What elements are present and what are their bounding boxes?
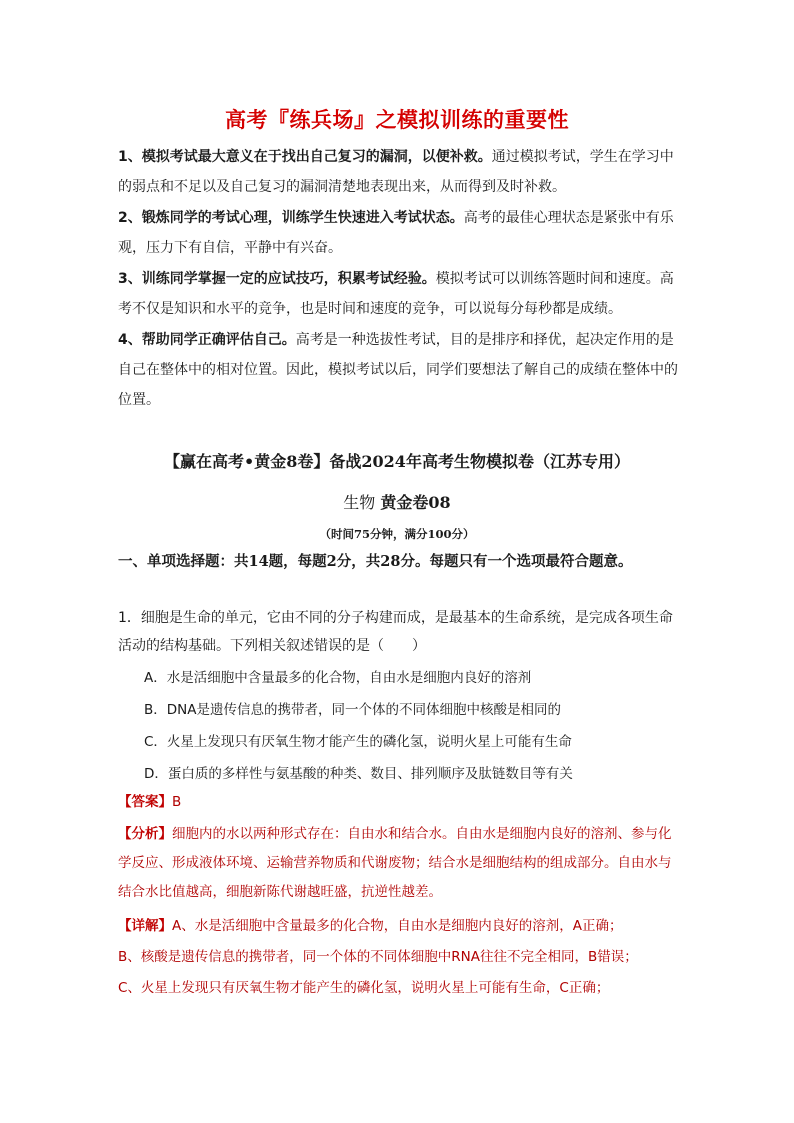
intro-point-3-text: 模拟考试可以训练答题时间和速度。高考不仅是知识和水平的竞争，也是时间和速度的竞争，可以说每分每秒都是成绩。 bbox=[118, 271, 674, 317]
section-heading: 一、单项选择题：共14题，每题2分，共28分。每题只有一个选项最符合题意。 bbox=[118, 553, 633, 570]
intro-point-4-text: 高考是一种选拔性考试，目的是排序和择优，起决定作用的是自己在整体中的相对位置。因此，模拟考试以后，同学们要想法了解自己的成绩在整体中的位置。 bbox=[118, 332, 678, 408]
detail-b: B、核酸是遗传信息的携带者，同一个体的不同体细胞中RNA往往不完全相同，B错误； bbox=[118, 949, 638, 965]
intro-point-4 bbox=[118, 325, 683, 415]
intro-point-4-bold: 4、帮助同学正确评估自己。 bbox=[118, 332, 296, 348]
detail-c: C、火星上发现只有厌氧生物才能产生的磷化氢，说明火星上可能有生命，C正确； bbox=[118, 980, 610, 996]
intro-point-1 bbox=[118, 142, 683, 202]
exam-subject: 生物 bbox=[343, 493, 376, 512]
intro-point-1-text: 通过模拟考试，学生在学习中的弱点和不足以及自己复习的漏洞清楚地表现出来，从而得到及时补救。 bbox=[118, 149, 674, 195]
intro-title: 高考『练兵场』之模拟训练的重要性 bbox=[225, 108, 569, 132]
analysis-block bbox=[118, 820, 683, 907]
answer-value: B bbox=[172, 794, 182, 810]
exam-paper: 黄金卷08 bbox=[380, 493, 451, 512]
exam-header: 【赢在高考•黄金8卷】备战2024年高考生物模拟卷（江苏专用） bbox=[164, 452, 630, 471]
intro-point-2 bbox=[118, 203, 683, 263]
option-c: C．火星上发现只有厌氧生物才能产生的磷化氢，说明火星上可能有生命 bbox=[144, 734, 572, 750]
intro-point-3-bold: 3、训练同学掌握一定的应试技巧，积累考试经验。 bbox=[118, 271, 436, 287]
analysis-tag: 【分析】 bbox=[118, 826, 172, 842]
option-a: A．水是活细胞中含量最多的化合物，自由水是细胞内良好的溶剂 bbox=[144, 670, 532, 686]
option-b: B．DNA是遗传信息的携带者，同一个体的不同体细胞中核酸是相同的 bbox=[144, 702, 561, 718]
answer-tag: 【答案】 bbox=[118, 794, 172, 810]
option-d: D．蛋白质的多样性与氨基酸的种类、数目、排列顺序及肽链数目等有关 bbox=[144, 766, 573, 782]
exam-subtitle bbox=[0, 490, 794, 513]
exam-time: （时间75分钟，满分100分） bbox=[319, 527, 475, 541]
intro-point-2-bold: 2、锻炼同学的考试心理，训练学生快速进入考试状态。 bbox=[118, 210, 464, 226]
analysis-text: 细胞内的水以两种形式存在：自由水和结合水。自由水是细胞内良好的溶剂、参与化学反应、形成液体环境、运输营养物质和代谢废物；结合水是细胞结构的组成部分。自由水与结合水比值越高，细胞新陈代谢越旺盛，抗逆性越差。 bbox=[118, 826, 672, 900]
intro-point-1-bold: 1、模拟考试最大意义在于找出自己复习的漏洞，以便补救。 bbox=[118, 149, 492, 165]
answer-line bbox=[118, 788, 683, 817]
detail-a bbox=[118, 912, 683, 941]
intro-point-2-text: 高考的最佳心理状态是紧张中有乐观，压力下有自信，平静中有兴奋。 bbox=[118, 210, 674, 256]
question-stem: 1．细胞是生命的单元，它由不同的分子构建而成，是最基本的生命系统，是完成各项生命活动的结构基础。下列相关叙述错误的是（ ） bbox=[118, 610, 673, 654]
detail-a-text: A、水是活细胞中含量最多的化合物，自由水是细胞内良好的溶剂，A正确； bbox=[172, 918, 623, 934]
intro-point-3 bbox=[118, 264, 683, 324]
detail-tag: 【详解】 bbox=[118, 918, 172, 934]
